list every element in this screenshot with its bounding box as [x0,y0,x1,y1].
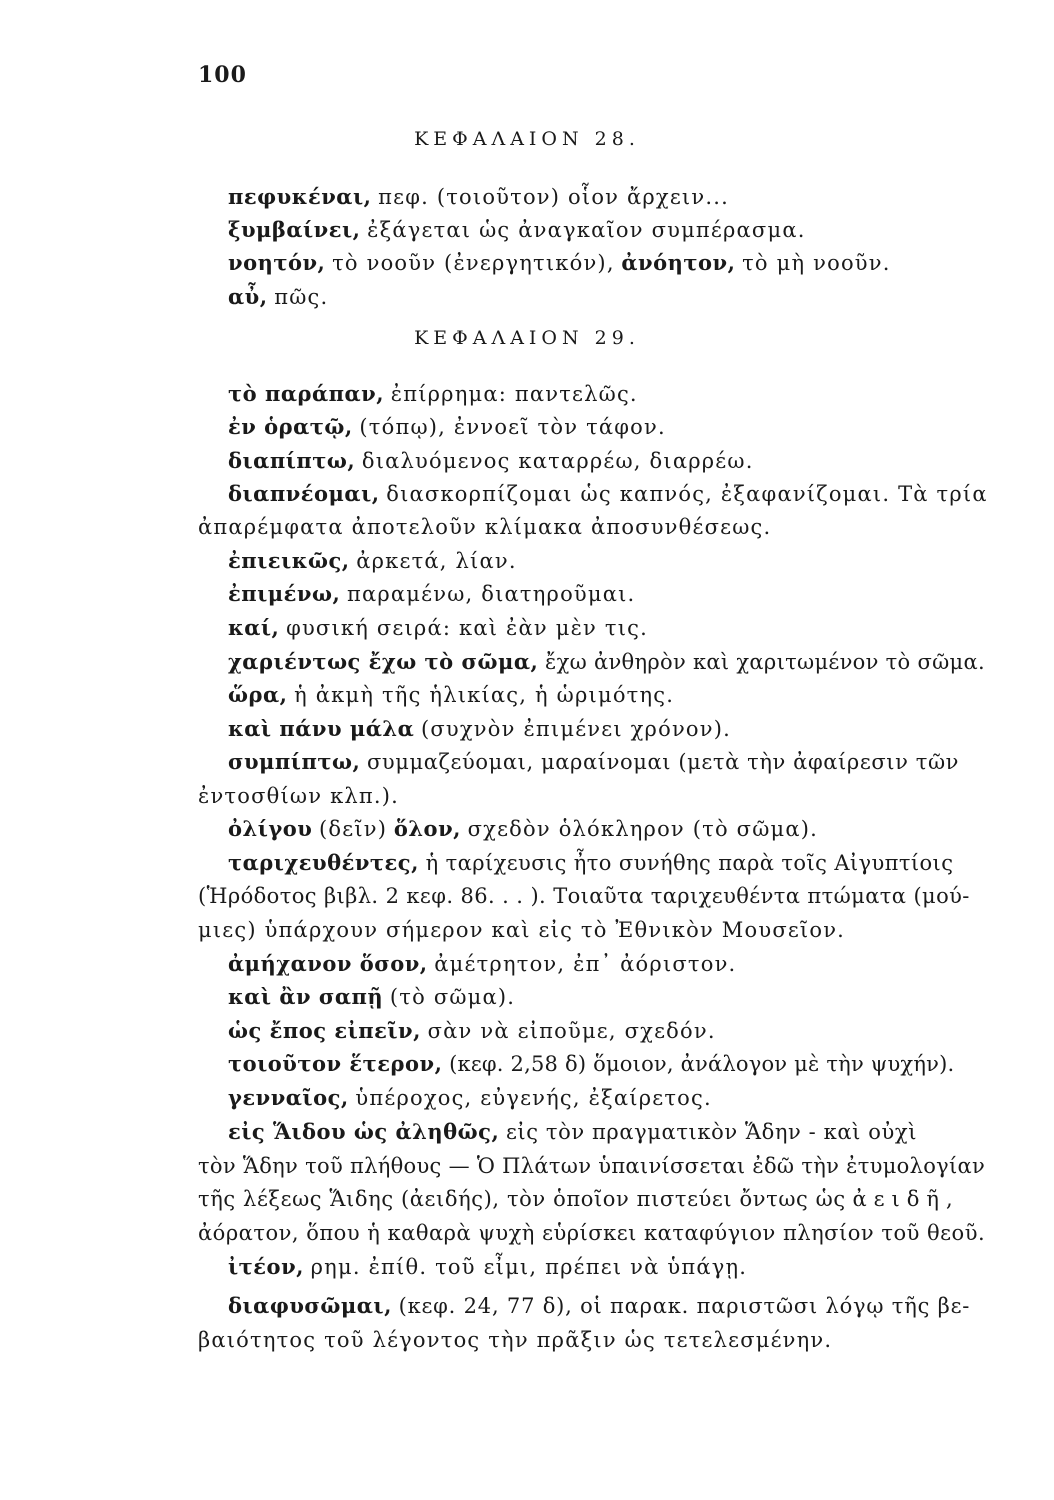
glossary-entry [228,614,1014,642]
glossary-entry [228,715,1014,743]
glossary-entry [228,648,1014,676]
entry-definition: (Ἡρόδοτος βιβλ. 2 κεφ. 86. . . ). Τοιαῦτα ταριχευθέντα πτώματα (μού- [198,884,970,908]
glossary-entry [228,849,1014,877]
entry-continuation [198,782,1014,810]
glossary-entry [228,950,1014,978]
entry-headword: εἰς Ἅιδου ὡς ἀληθῶς, [228,1119,500,1144]
entry-definition: φυσική σειρά: καὶ ἐὰν μὲν τις. [286,616,648,640]
entry-headword: ἐπιεικῶς, [228,548,350,573]
entry-definition: βαιότητος τοῦ λέγοντος τὴν πρᾶξιν ὡς τετελεσμένην. [198,1328,833,1352]
entry-definition: ἐπίρρημα: παντελῶς. [390,382,638,406]
entry-headword: ἐν ὁρατῷ, [228,414,353,439]
entry-headword: πεφυκέναι, [228,184,372,209]
entry-headword: ὀλίγου [228,816,313,841]
entry-headword: διαφυσῶμαι, [228,1293,392,1318]
glossary-entry [228,983,1014,1011]
entry-definition: πῶς. [274,285,329,309]
entry-headword: νοητόν, [228,250,326,275]
entry-definition: διαλυόμενος καταρρέω, διαρρέω. [361,449,754,473]
entry-headword: συμπίπτω, [228,749,361,774]
entry-headword: αὖ, [228,284,268,309]
entry-continuation [198,1185,1014,1213]
chapter-title: ΚΕΦΑΛΑΙΟΝ 28. [414,128,640,150]
glossary-entry [228,1292,1014,1320]
glossary-entry [228,183,1014,211]
entry-headword: ὥρα, [228,682,288,707]
entry-headword: τὸ παράπαν, [228,381,385,406]
page-number: 100 [198,62,247,88]
entry-headword: ὅλον, [393,816,461,841]
entry-headword: ἀμήχανον ὅσον, [228,951,428,976]
chapter-title: ΚΕΦΑΛΑΙΟΝ 29. [414,327,640,349]
glossary-entry [228,1118,1014,1146]
glossary-entry [228,413,1014,441]
glossary-entry [228,283,1014,311]
glossary-entry [228,1017,1014,1045]
glossary-entry [228,380,1014,408]
entry-definition: ἐντοσθίων κλπ.). [198,784,400,808]
entry-headword: ξυμβαίνει, [228,217,361,242]
entry-headword: διαπίπτω, [228,448,356,473]
entry-headword: ἐπιμένω, [228,581,341,606]
entry-headword: γενναῖος, [228,1085,349,1110]
glossary-entry [228,547,1014,575]
glossary-entry [228,216,1014,244]
entry-headword: διαπνέομαι, [228,481,380,506]
entry-definition: (κεφ. 2,58 δ) ὅμοιον, ἀνάλογον μὲ τὴν ψυχήν). [449,1052,955,1076]
glossary-entry [228,480,1014,508]
entry-headword: τοιοῦτον ἕτερον, [228,1051,443,1076]
entry-definition: ἔχω ἀνθηρὸν καὶ χαριτωμένον τὸ σῶμα. [545,650,985,674]
entry-headword: ἀνόητον, [621,250,736,275]
entry-definition: σὰν νὰ εἰποῦμε, σχεδόν. [427,1019,716,1043]
entry-continuation [198,916,1014,944]
glossary-entry [228,681,1014,709]
entry-definition: παραμένω, διατηροῦμαι. [347,582,636,606]
entry-definition: (τόπῳ), ἐννοεῖ τὸν τάφον. [359,415,666,439]
entry-headword: χαριέντως ἔχω τὸ σῶμα, [228,649,539,674]
entry-definition: (δεῖν) [319,817,388,841]
entry-headword: ὡς ἔπος εἰπεῖν, [228,1018,421,1043]
entry-continuation [198,882,1014,910]
entry-definition: σχεδὸν ὁλόκληρον (τὸ σῶμα). [467,817,819,841]
entry-continuation [198,1219,1014,1247]
entry-definition: ἡ ταρίχευσις ἦτο συνήθης παρὰ τοῖς Αἰγυπτίοις [425,851,954,875]
entry-headword: καί, [228,615,280,640]
entry-definition: ἀρκετά, λίαν. [356,549,517,573]
entry-headword: καὶ πάνυ μάλα [228,716,415,741]
entry-headword: ἰτέον, [228,1254,304,1279]
entry-definition: (τὸ σῶμα). [389,985,516,1009]
entry-headword: ταριχευθέντες, [228,850,419,875]
entry-definition: ὑπέροχος, εὐγενής, ἐξαίρετος. [355,1086,712,1110]
glossary-entry [228,447,1014,475]
glossary-entry [228,580,1014,608]
glossary-entry [228,815,1014,843]
entry-definition: τὸ νοοῦν (ἐνεργητικόν), [332,251,615,275]
entry-continuation [198,1326,1014,1354]
entry-definition: ἐξάγεται ὡς ἀναγκαῖον συμπέρασμα. [367,218,806,242]
entry-definition: μιες) ὑπάρχουν σήμερον καὶ εἰς τὸ Ἐθνικὸν Μουσεῖον. [198,918,846,942]
entry-continuation [198,513,1014,541]
entry-continuation [198,1152,1014,1180]
entry-definition: (συχνὸν ἐπιμένει χρόνον). [420,717,731,741]
entry-definition: ἀειδῆ, [852,1187,960,1211]
entry-definition: ἡ ἀκμὴ τῆς ἡλικίας, ἡ ὡριμότης. [294,683,675,707]
glossary-entry [228,1084,1014,1112]
entry-definition: ἀπαρέμφατα ἀποτελοῦν κλίμακα ἀποσυνθέσεως. [198,515,772,539]
entry-definition: εἰς τὸν πραγματικὸν Ἅδην - καὶ οὐχὶ [505,1120,918,1144]
glossary-entry [228,1253,1014,1281]
entry-definition: τὸ μὴ νοοῦν. [742,251,891,275]
glossary-entry [228,748,1014,776]
entry-definition: πεφ. (τοιοῦτον) οἷον ἄρχειν... [378,185,729,209]
entry-definition: (κεφ. 24, 77 δ), οἱ παρακ. παριστῶσι λόγῳ τῆς βε- [398,1294,971,1318]
glossary-entry [228,249,1014,277]
entry-definition: συμμαζεύομαι, μαραίνομαι (μετὰ τὴν ἀφαίρεσιν τῶν [366,750,960,774]
entry-definition: διασκορπίζομαι ὡς καπνός, ἐξαφανίζομαι. Τὰ τρία [386,482,988,506]
entry-definition: ἀμέτρητον, ἐπ᾽ ἀόριστον. [434,952,737,976]
glossary-entry [228,1050,1014,1078]
entry-definition: τὸν Ἅδην τοῦ πλήθους — Ὁ Πλάτων ὑπαινίσσεται ἐδῶ τὴν ἐτυμολογίαν [198,1154,986,1178]
entry-headword: καὶ ἂν σαπῇ [228,984,384,1009]
entry-definition: ἀόρατον, ὅπου ἡ καθαρὰ ψυχὴ εὑρίσκει καταφύγιον πλησίον τοῦ θεοῦ. [198,1221,986,1245]
entry-definition: τῆς λέξεως Ἅιδης (ἀειδής), τὸν ὁποῖον πιστεύει ὄντως ὡς [198,1187,846,1211]
entry-definition: ρημ. ἐπίθ. τοῦ εἶμι, πρέπει νὰ ὑπάγῃ. [310,1255,748,1279]
